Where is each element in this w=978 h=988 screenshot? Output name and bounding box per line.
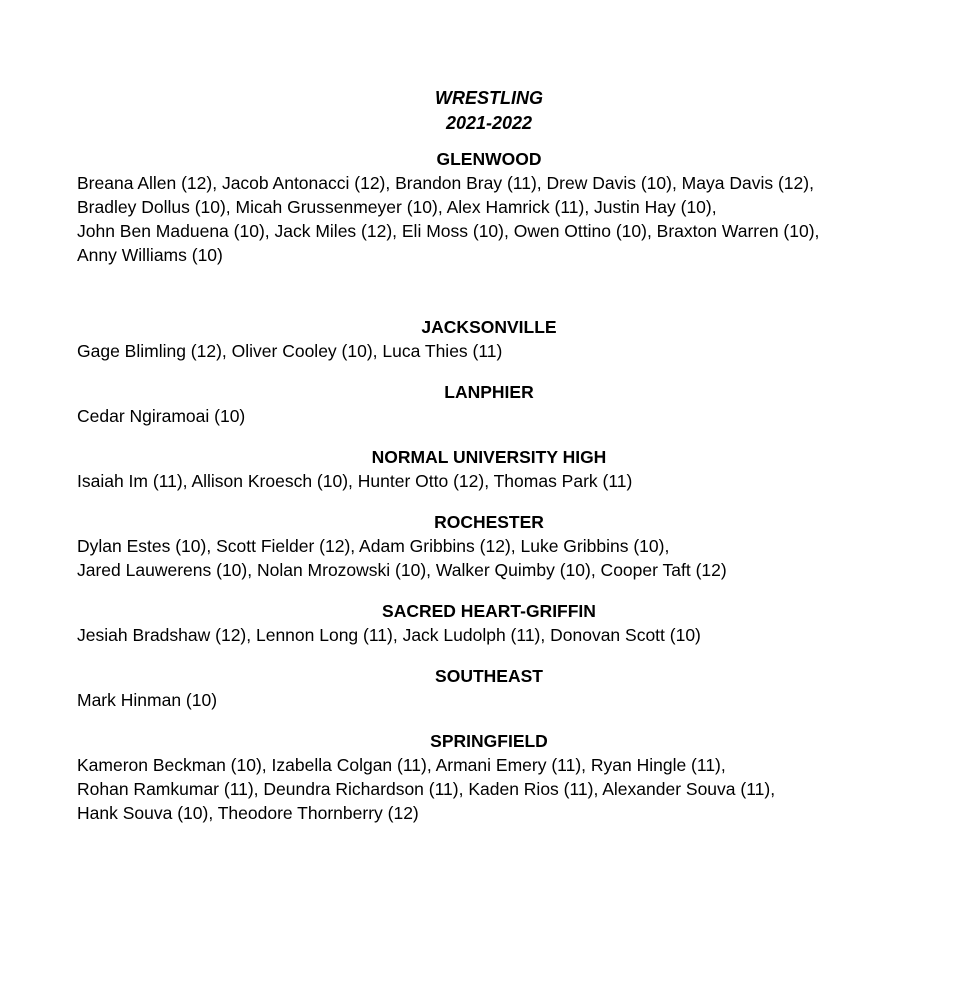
school-name: ROCHESTER <box>434 512 544 532</box>
roster-line: Isaiah Im (11), Allison Kroesch (10), Hunter Otto (12), Thomas Park (11) <box>77 471 633 491</box>
roster-line: Bradley Dollus (10), Micah Grussenmeyer (10), Alex Hamrick (11), Justin Hay (10), <box>77 197 717 217</box>
school-section <box>77 599 901 647</box>
roster-line: John Ben Maduena (10), Jack Miles (12), Eli Moss (10), Owen Ottino (10), Braxton Warren (10), <box>77 221 820 241</box>
roster-line: Breana Allen (12), Jacob Antonacci (12), Brandon Bray (11), Drew Davis (10), Maya Davis (12), <box>77 173 814 193</box>
roster-line: Gage Blimling (12), Oliver Cooley (10), Luca Thies (11) <box>77 341 503 361</box>
roster-line: Hank Souva (10), Theodore Thornberry (12) <box>77 803 419 823</box>
school-name: GLENWOOD <box>436 149 542 169</box>
document-title: WRESTLING <box>435 88 543 108</box>
roster-line: Dylan Estes (10), Scott Fielder (12), Adam Gribbins (12), Luke Gribbins (10), <box>77 536 670 556</box>
roster-line: Jesiah Bradshaw (12), Lennon Long (11), Jack Ludolph (11), Donovan Scott (10) <box>77 625 701 645</box>
roster-line: Cedar Ngiramoai (10) <box>77 406 246 426</box>
roster-line: Rohan Ramkumar (11), Deundra Richardson (11), Kaden Rios (11), Alexander Souva (11), <box>77 779 776 799</box>
document-page <box>77 86 901 842</box>
school-name: SOUTHEAST <box>435 666 543 686</box>
school-section <box>77 729 901 825</box>
roster-line: Mark Hinman (10) <box>77 690 218 710</box>
roster-line: Anny Williams (10) <box>77 245 223 265</box>
school-name: JACKSONVILLE <box>421 317 557 337</box>
roster-line: Kameron Beckman (10), Izabella Colgan (11), Armani Emery (11), Ryan Hingle (11), <box>77 755 726 775</box>
school-section <box>77 510 901 582</box>
school-list <box>77 147 901 825</box>
school-section <box>77 315 901 363</box>
document-season: 2021-2022 <box>445 113 533 133</box>
roster-line: Jared Lauwerens (10), Nolan Mrozowski (10), Walker Quimby (10), Cooper Taft (12) <box>77 560 727 580</box>
school-section <box>77 445 901 493</box>
school-name: SACRED HEART-GRIFFIN <box>382 601 596 621</box>
school-section <box>77 147 901 267</box>
school-name: NORMAL UNIVERSITY HIGH <box>371 447 607 467</box>
school-name: LANPHIER <box>444 382 534 402</box>
school-section <box>77 380 901 428</box>
school-name: SPRINGFIELD <box>430 731 548 751</box>
title-block <box>77 86 901 136</box>
school-section <box>77 664 901 712</box>
